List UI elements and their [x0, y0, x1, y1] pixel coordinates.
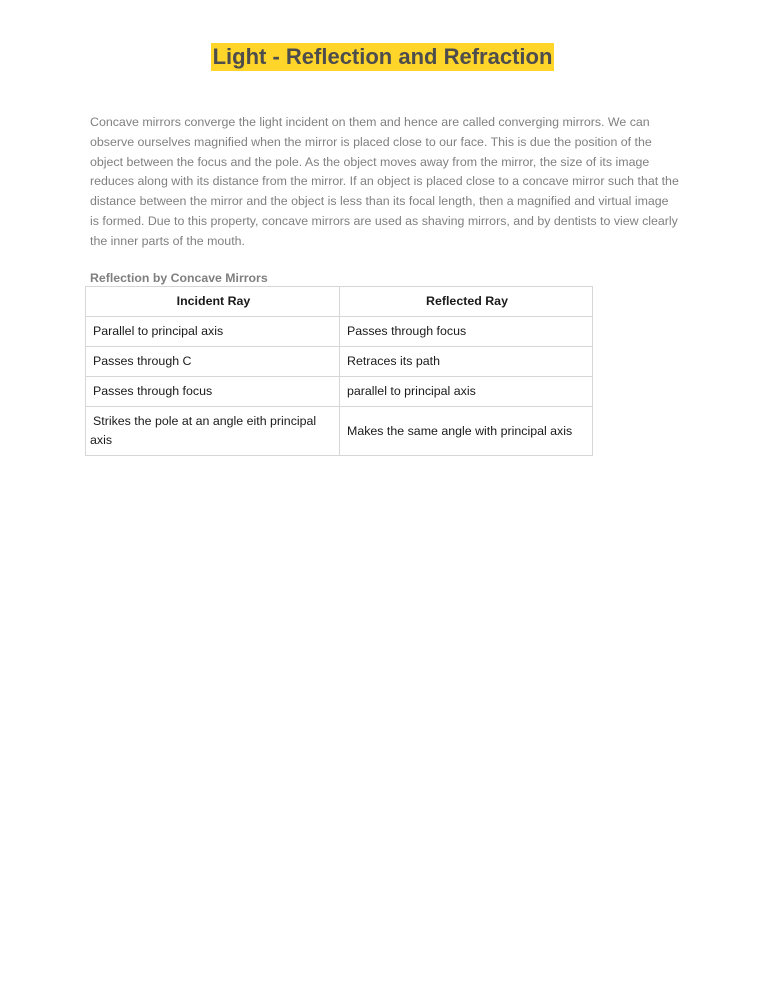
reflected-ray-cell: parallel to principal axis [340, 377, 593, 407]
table-header-row [86, 287, 593, 317]
reflected-ray-cell: Retraces its path [340, 347, 593, 377]
table-row [86, 317, 593, 347]
reflected-ray-cell: Passes through focus [340, 317, 593, 347]
incident-ray-cell: Parallel to principal axis [86, 317, 340, 347]
header-incident-ray: Incident Ray [86, 287, 340, 317]
incident-ray-cell: Passes through C [86, 347, 340, 377]
table-row [86, 407, 593, 456]
reflection-table [85, 286, 593, 456]
table-row [86, 347, 593, 377]
header-reflected-ray: Reflected Ray [340, 287, 593, 317]
title-container [0, 43, 765, 71]
intro-paragraph: Concave mirrors converge the light incident on them and hence are called converging mirrors. We can observe ourselves magnified when the mirror is placed close to our face. This is due the position of the object between the focus and the pole. As the object moves away from the mirror, the size of its image reduces along with its distance from the mirror. If an object is placed close to a concave mirror such that the distance between the mirror and the object is less than its focal length, then a magnified and virtual image is formed. Due to this property, concave mirrors are used as shaving mirrors, and by dentists to view clearly the inner parts of the mouth. [90, 115, 679, 248]
table-row [86, 377, 593, 407]
section-heading: Reflection by Concave Mirrors [90, 271, 268, 285]
incident-ray-cell: Passes through focus [86, 377, 340, 407]
reflected-ray-cell: Makes the same angle with principal axis [340, 407, 593, 456]
page-title: Light - Reflection and Refraction [212, 44, 553, 69]
incident-ray-cell: Strikes the pole at an angle eith principal axis [86, 407, 340, 456]
